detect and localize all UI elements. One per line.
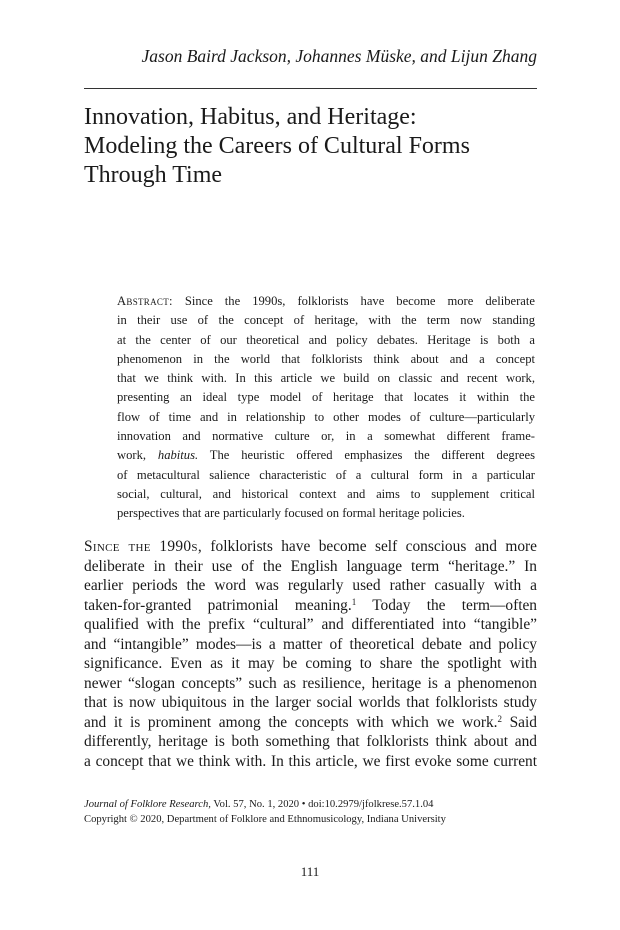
body-text [84,537,537,771]
body-line: qualified with the prefix “cultural” and differentiated into “tangible” [84,616,537,633]
title-line: Through Time [84,162,223,188]
body-line: a concept that we think with. In this article, we first evoke some current [84,752,537,770]
abstract-line: in their use of the concept of heritage, with the term now standing [117,313,535,328]
body-line: significance. Even as it may be coming to share the spotlight with [84,655,537,672]
body-text-run: Said [502,713,537,731]
abstract-line: innovation and normative culture or, in a somewhat different frame- [117,429,535,444]
journal-name: Journal of Folklore Research, [84,799,211,810]
body-line: that is now ubiquitous in the larger social worlds that folklorists study [84,694,537,711]
abstract-text: The heuristic offered emphasizes the different degrees [198,448,535,463]
abstract-line: perspectives that are particularly focused on formal heritage policies. [117,506,465,521]
copyright-line: Copyright © 2020, Department of Folklore and Ethnomusicology, Indiana University [84,814,446,825]
abstract-line: at the center of our theoretical and policy debates. Heritage is both a [117,332,535,347]
abstract-text: work, [117,448,158,463]
body-line [84,713,537,733]
body-text-run: and it is prominent among the concepts with which we work. [84,713,498,731]
body-line: and “intangible” modes—is a matter of theoretical debate and policy [84,635,537,653]
body-line [84,537,537,557]
abstract-line [117,446,535,465]
abstract-label: Abstract: [117,294,173,308]
body-line: newer “slogan concepts” such as resilience, heritage is a phenomenon [84,674,537,692]
abstract-text: Since the 1990s, folklorists have become more deliberate [172,294,535,308]
page-number: 111 [300,864,320,879]
body-line: deliberate in their use of the English language term “heritage.” In [84,557,537,575]
body-text-run: taken-for-granted patrimonial meaning. [84,596,352,614]
abstract-line: that we think with. In this article we build on classic and recent work, [117,371,535,386]
abstract-line: flow of time and in relationship to other modes of culture—particularly [117,409,535,424]
title-line: Innovation, Habitus, and Heritage: [84,104,417,130]
lead-in: Since the 1990s, [84,538,202,555]
abstract-italic-term: habitus. [157,448,199,463]
body-text-run: folklorists have become self conscious and more [201,538,537,555]
abstract-line: social, cultural, and historical context and aims to supplement critical [117,486,535,501]
body-line: differently, heritage is both something that folklorists think about and [84,733,537,750]
abstract-line: presenting an ideal type model of heritage that locates it within the [117,390,535,405]
citation-line [84,797,537,812]
citation-details: Vol. 57, No. 1, 2020 • doi:10.2979/jfolkrese.57.1.04 [210,799,434,810]
body-line: earlier periods the word was regularly used rather casually with a [84,577,537,594]
citation-footer [84,797,537,827]
footnote-ref[interactable]: 2 [497,713,502,724]
abstract [117,292,535,524]
abstract-line: phenomenon in the world that folklorists think about and a concept [117,351,535,366]
header-rule [84,88,537,89]
article-title [84,103,537,190]
author-line: Jason Baird Jackson, Johannes Müske, and Lijun Zhang [141,46,537,66]
body-line [84,596,537,616]
abstract-line [117,292,535,311]
footnote-ref[interactable]: 1 [351,596,357,607]
abstract-line: of metacultural salience characteristic of a cultural form in a particular [117,467,535,482]
body-text-run: Today the term—often [356,596,537,614]
title-line: Modeling the Careers of Cultural Forms [84,133,470,159]
